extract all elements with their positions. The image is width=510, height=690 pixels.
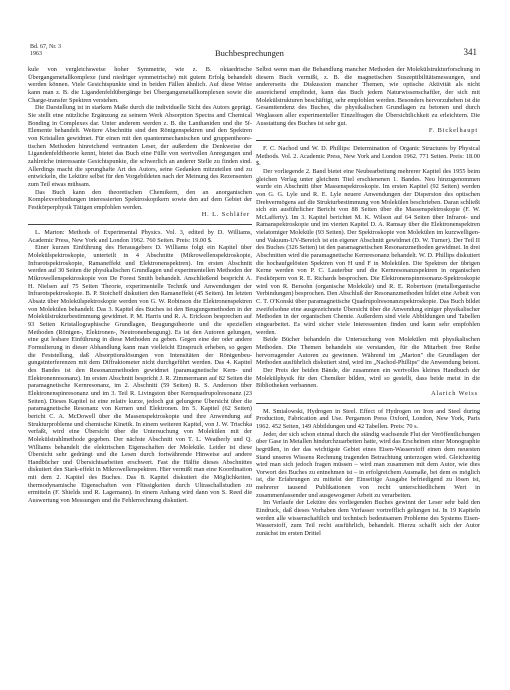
paragraph: Einer kurzen Einführung des Herausgebers D. Williams folgt ein Kapitel über Molekülspektroskopie, unterteilt in 4 Abschnitte (Mikrowellenspektroskopie, Infrarotspektroskopie, Ramaneffekt und Elektronenspektren). Im ersten Abschnitt werden auf 30 Seiten die physikalischen Grundlagen und experimentellen Methoden der Mikrowellenspektroskopie von De Forest Smith behandelt. Anschließend bespricht A. H. Nielsen auf 75 Seiten Theorie, experimentelle Technik und Anwendungen der Infrarotspektroskopie. B. P. Stoicheff diskutiert den Ramaneffekt (45 Seiten). Im letzten Absatz über Molekülspektroskopie werden von G. W. Robinson die Elektronenspektren von Molekülen behandelt. Das 3. Kapitel des Buches ist den Beugungsmethoden in der Molekülstrukturbestimmung gewidmet. P. M. Harris und R. A. Erickson besprechen auf 93 Seiten Kristallographische Grundlagen, Beugungstheorie und die speziellen Methoden (Röntgen-, Elektronen-, Neutronenbeugung). Es ist den Autoren gelungen, eine gut lesbare Einführung in diese Methoden zu geben. Gegen eine der oder andere Formulierung in dieser Abhandlung kann man vielleicht Einspruch erheben, so gegen die Feststellung, daß Absorptionslösungen von Intensitäten der Röntgenbeugungsinterferenzen mit dem Diffraktometer nicht durchgeführt werden. Das 4. Kapitel des Bandes ist den Resonanzmethoden gewidmet (paramagnetische Kern- und Elektronenresonanz). Im ersten Abschnitt bespricht J. R. Zimmermann auf 82 Seiten die paramagnetische Kernresonanz, im 2. Abschnitt (59 Seiten) R. S. Anderson über Elektronenspinresonanz und im 3. Teil R. Livingston über Kernquadrupolresonanz (23 Seiten). Dieses Kapitel ist eine relativ kurze, jedoch gut gelungene Übersicht über die paramagnetische Resonanz von Kernen und Elektronen. Im 5. Kapitel (62 Seiten) bericht C. A. McDowell über die Massenspektroskopie und ihre Anwendung auf Strukturprobleme und chemische Kinetik. In einem weiteren Kapitel, von J. W. Trischka verfaßt, wird eine Übersicht über die Untersuchung von Molekülen mit der Molekülstrahlmethode gegeben. Der nächste Abschnitt von T. L. Weatherly und Q. Williams behandelt die elektrischen Eigenschaften der Moleküle. Leider ist diese Übersicht sehr gedrängt und die Lesen durch fortwährende Hinweise auf andere Handbücher und Übersichtsarbeiten erschwert. Fast die Hälfte dieses Abschnittes diskutiert den Stark-effekt in Mikrowellenspektren. Hier vermißt man eine Koordination mit dem 2. Kapitel des Buches. Das 8. Kapitel diskutiert die Möglichkeiten, thermodynamische Eigenschaften von Flüssigkeiten durch Ultraschallstudien zu ermitteln (F. Shields und R. Lagemann). In einem Anhang wird dann von S. Reed die Auswertung von Messungen und die Fehlerrechnung diskutiert. bbox=[28, 244, 252, 505]
review-heading: L. Marton: Methods of Experimental Physics. Vol. 3, edited by D. Williams, Academic Press, New York and London 1962. 760 Seiten. Preis: 19.00 $. bbox=[28, 229, 252, 244]
paragraph: Die Darstellung ist in starkem Maße durch die individuelle Sicht des Autors geprägt. Sie stellt eine nützliche Ergänzung zu seinem Werk Absorption Spectra and Chemical Bonding in Complexes dar. Unter anderem werden z. B. die Lanthaniden und die 5f-Elemente behandelt. Weitere Abschnitte sind den Röntgenspektren und den Spektren von Kristallen gewidmet. Für einen mit den quantenmechanischen und gruppentheoretischen Methoden hinreichend vertrauten Leser, der außerdem die Denkweise der Ligandenfeldtheorie kennt, bietet das Buch eine Fülle von wertvollen Anregungen und zahlreiche interessante Gesichtspunkte, die schwerlich an anderer Stelle zu finden sind. Allerdings macht die sprunghafte Art des Autors, seine Gedanken mitzuteilen und zu entwickeln, die Lektüre selbst für den Vorgebildeten nach der Meinung des Rezensenten zum Teil etwas mühsam. bbox=[28, 104, 252, 188]
divider bbox=[256, 140, 480, 141]
reviewer-signature: H. L. Schläfer bbox=[201, 211, 250, 219]
paragraph: Selbst wenn man die Behandlung mancher Methoden der Molekülstrukturforschung in diesem Buch vermißt, z. B. die magnetischen Suszeptibilitätsmessungen, und andererseits die Diskussion mancher Themen, wie optische Aktivität als nicht ausreichend empfindet, kann das Buch jedem Naturwissenschaftler, der sich mit Molekülstrukturen beschäftigt, sehr empfohlen werden. Besonders hervorzuheben ist die Gesamttendenz des Buches, die physikalischen Grundlagen zu betonen und durch Weglassen aller experimenteller Einzelfragen die Übersichtlichkeit zu erleichtern. Die Ausstattung des Buches ist sehr gut. bbox=[256, 66, 480, 127]
paragraph: Beide Bücher behandeln die Untersuchung von Molekülen mit physikalischen Methoden. Die Themen behandeln sie verstanden, für die Mitarbeit free Reihe hervorragender Autoren zu gewinnen. Während im „Marton" die Grundlagen der Methoden ausführlich diskutiert sind, wird im „Nachod-Phillips" die Anwendung betont. bbox=[256, 336, 480, 367]
volume-info bbox=[30, 44, 61, 58]
paragraph: Der vorliegende 2. Band bietet eine Neubearbeitung mehrerer Kapitel des 1955 beim gleichen Verlag unter gleichem Titel erschienenen 1. Bandes. Neu hinzugenommen wurde ein Abschnitt über Massenspektroskopie. Im ersten Kapitel (92 Seiten) werden von G. G. Lyle und R. E. Lyle neuere Anwendungen der Dispersion des optischen Drehvermögens auf die Strukturbestimmung von Molekülen beschrieben. Daran schließt sich ein ausführlicher Bericht von 88 Seiten über die Massenspektroskopie (F. W. McLafferty). Im 3. Kapitel berichtet M. K. Wilson auf 64 Seiten über Infrarot- und Ramanspektroskopie und im vierten Kapitel D. A. Ramsay über die Elektronenspektren vielatomiger Moleküle (93 Seiten). Der Spektroskopie von Molekülen im kurzwelligen- und Vakuum-UV-Bereich ist ein eigener Abschnitt gewidmet (D. W. Turner). Der Teil II des Buches (326 Seiten) ist den paramagnetischen Resonanzmethoden gewidmet. In drei Abschnitten wird die paramagnetische Kernresonanz behandelt. W. D. Phillips diskutiert die hochaufgelösten Spektren von H und F in Molekülen. Die Spektren der übrigen Kerne werden von P. C. Lauterbur und die Kernresonanzspektren in organischen Festkörpern von R. E. Richards besprochen. Die Elektronenspinresonanz-Spektroskopie wird von R. Bersohn (organische Moleküle) und R. E. Robertson (metallorganische Verbindungen) besprochen. Den Abschluß der Resonanzmethoden bildet eine Arbeit von C. T. O'Konski über paramagnetische Quadrupolresonanzspektroskopie. Das Buch bildet zweifelsohne eine ausgezeichnete Übersicht über die Anwendung einiger physikalischer Methoden in der organischen Chemie. Außerdem sind viele Abbildungen und Tabellen eingearbeitet. Es wird sicher viele Interessenten finden und kann sehr empfohlen werden. bbox=[256, 167, 480, 336]
paragraph: kule von vergleichsweise hoher Symmetrie, wie z. B. oktaedrische Übergangsmetallkomplexe (und niedriger symmetrische) mit gutem Erfolg behandelt werden können. Viele Gesichtspunkte sind in beiden Fällen ähnlich. Auf diese Weise kann man z. B. die Ligandenfeldübergänge bei Übergangsmetallkomplexen sowie die Charge-transfer Spektren verstehen. bbox=[28, 66, 252, 104]
year-label: 1963 bbox=[30, 51, 42, 57]
right-column bbox=[256, 66, 480, 538]
divider bbox=[256, 403, 480, 404]
paragraph: Das Buch kann den theoretischen Chemikern, den an anorganischen Komplexverbindungen interessierten Spektroskopikern sowie den auf dem Gebiet der Festkörperphysik Tätigen empfohlen werden. bbox=[28, 188, 252, 211]
section-title: Buchbesprechungen bbox=[215, 48, 284, 58]
reviewer-signature: Alarich Weiss bbox=[431, 389, 478, 397]
paragraph: Im Verlaufe der Lektüre des vorliegenden Buches gewinnt der Leser sehr bald den Eindruck, daß dieses Vorhaben dem Verfasser vortrefflich gelungen ist. In 19 Kapiteln werden alle wissenschaftlich und technisch bedeutsamen Probleme des Systems Eisen-Wasserstoff, zum Teil recht ausführlich, behandelt. Hierzu schafft sich der Autor zunächst im ersten Drittel bbox=[256, 499, 480, 538]
paragraph: Jeder, der sich schon einmal durch die ständig wachsende Flut der Veröffentlichungen über Gase in Metallen hindurchzuarbeiten hatte, wird das Erscheinen einer Monographie begrüßen, in der das wichtigste Gebiet eines Eisen-Wasserstoff einen dem neuesten Stand unseres Wissens Rechnung tragenden Betrachtung unterzogen wird. Gleichzeitig wird man sich jedoch fragen müssen – wird man zusammen mit dem Autor, wie dies Vorwort des Buches zu entnehmen ist – in erfolgreichem Ausmaße, bei dem es möglich ist, die Erfahrungen zu mittelst der Einseitige Ausgabe befriedigend zu lösen ist, mehrerer tausend Publikationen von recht unterschiedlichem Wert in zusammenfassender und ausgewogener Arbeit zu verarbeiten. bbox=[256, 430, 480, 499]
review-heading: M. Smialowski, Hydrogen in Steel. Effect of Hydrogen on Iron and Steel during Production, Fabrication and Use. Pergamon Press Oxford, London, New York, Paris 1962. 452 Seiten, 149 Abbildungen und 42 Tabellen. Preis: 70 s. bbox=[256, 407, 480, 430]
volume-label: Bd. 67, Nr. 3 bbox=[30, 44, 62, 50]
divider bbox=[28, 224, 252, 225]
reviewer-signature: F. Bickelhaupt bbox=[428, 127, 478, 135]
paragraph: Der Preis der beiden Bände, die zusammen ein wertvolles kleines Handbuch der Molekülphysik für den Chemiker bilden, wird so gestellt, dass beide meist in die Bibliotheken verbannen. bbox=[256, 366, 480, 390]
review-heading: F. C. Nachod und W. D. Phillips: Determination of Organic Structures by Physical Methods. Vol. 2. Academic Press, New York and London 1962. 771 Seiten. Preis: 18.00 $. bbox=[256, 144, 480, 168]
left-column bbox=[28, 66, 252, 505]
page-number: 341 bbox=[463, 47, 477, 57]
